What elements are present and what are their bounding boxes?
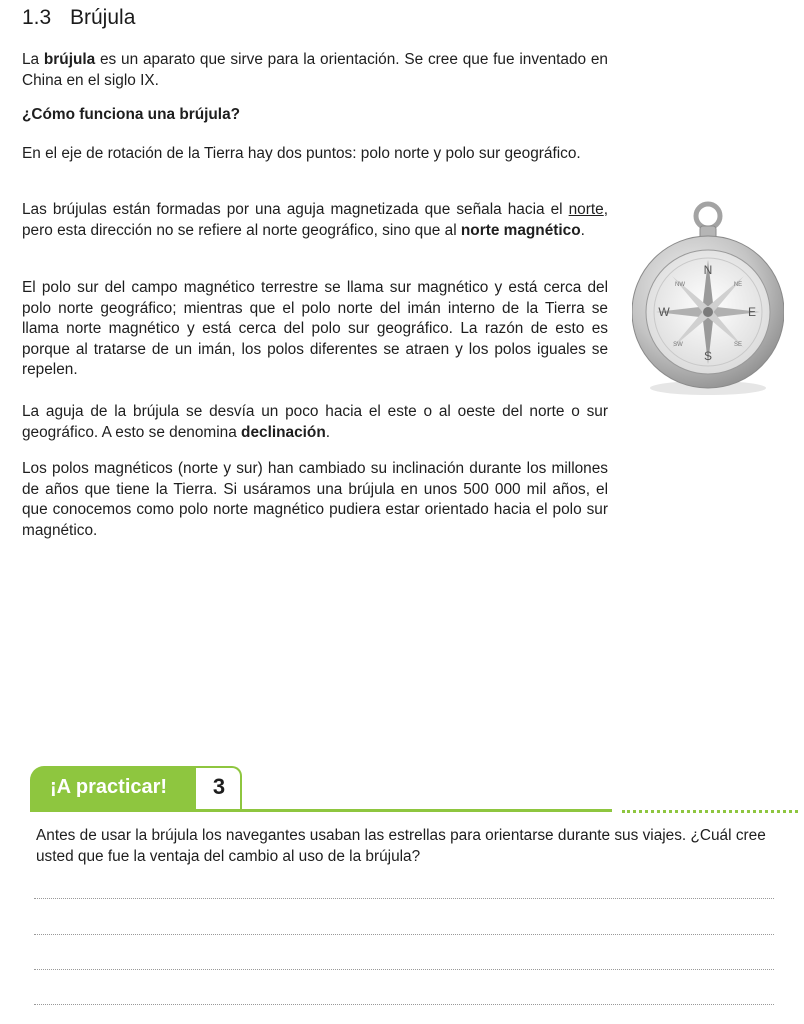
declination-text-start: La aguja de la brújula se desvía un poco hacia el este o al oeste del norte o sur geográfico. A esto se denomina — [22, 403, 608, 441]
practice-divider-dots — [622, 810, 798, 813]
answer-line[interactable] — [34, 1004, 774, 1005]
section-heading — [22, 6, 135, 30]
intro-paragraph — [22, 50, 608, 91]
section-number: 1.3 — [22, 6, 52, 29]
compass-label-w: W — [658, 305, 670, 319]
compass-label-sw: SW — [673, 342, 683, 348]
compass-ring — [696, 204, 720, 228]
practice-number: 3 — [212, 774, 226, 799]
change-paragraph: Los polos magnéticos (norte y sur) han cambiado su inclinación durante los millones de años que tiene la Tierra. Si usáramos una brújula en unos 500 000 mil años, el que conocemos como polo norte magnético pudiera estar orientado hacia el polo sur magnético. — [22, 460, 608, 539]
compass-label-s: S — [703, 349, 713, 363]
axis-paragraph: En el eje de rotación de la Tierra hay dos puntos: polo norte y polo sur geográfico. — [22, 145, 581, 162]
subheading-how-it-works: ¿Cómo funciona una brújula? — [22, 106, 241, 123]
intro-bold-term: brújula — [43, 51, 96, 68]
practice-question: Antes de usar la brújula los navegantes usaban las estrellas para orientarse durante sus viajes. ¿Cuál cree usted que fue la ventaja del cambio al uso de la brújula? — [36, 827, 766, 865]
compass-pivot — [703, 307, 713, 317]
needle-text-middle: , pero esta dirección no se refiere al norte geográfico, sino que al — [22, 201, 608, 239]
declination-text-end: . — [325, 423, 330, 441]
intro-text-start: La — [22, 51, 44, 68]
answer-line[interactable] — [34, 934, 774, 935]
needle-paragraph — [22, 200, 608, 241]
compass-label-n: N — [703, 263, 713, 277]
practice-divider-line — [30, 809, 612, 812]
answer-line[interactable] — [34, 969, 774, 970]
compass-label-se: SE — [733, 342, 743, 348]
practice-label: ¡A practicar! — [50, 776, 168, 798]
compass-label-e: E — [747, 305, 757, 319]
compass-label-ne: NE — [733, 282, 743, 288]
poles-paragraph: El polo sur del campo magnético terrestre se llama sur magnético y está cerca del polo norte geográfico; mientras que el polo norte del imán interno de la Tierra se llama norte magnético y está cerca del polo sur geográfico. La razón de esto es porque al tratarse de un imán, los polos diferentes se atraen y los polos iguales se repelen. — [22, 279, 608, 378]
compass-illustration — [632, 200, 784, 400]
needle-text-end: . — [580, 221, 585, 239]
compass-label-nw: NW — [675, 282, 685, 288]
declination-bold-term: declinación — [241, 423, 326, 441]
answer-line[interactable] — [34, 898, 774, 899]
needle-text-start: Las brújulas están formadas por una aguja magnetizada que señala hacia el — [22, 201, 569, 218]
needle-bold-term: norte magnético — [460, 221, 581, 239]
declination-paragraph — [22, 402, 608, 443]
section-title: Brújula — [70, 6, 136, 29]
needle-underlined-term: norte — [568, 201, 604, 218]
intro-text-end: es un aparato que sirve para la orientación. Se cree que fue inventado en China en el siglo IX. — [22, 51, 608, 89]
